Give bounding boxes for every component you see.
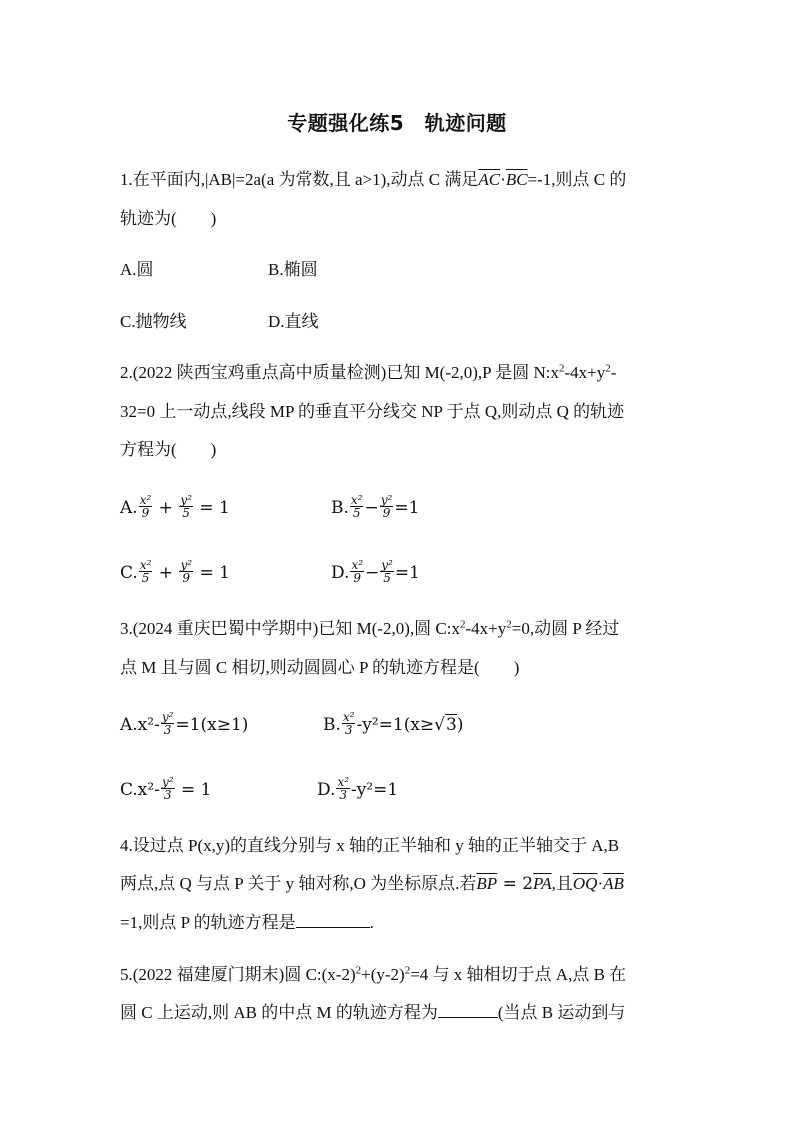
vector-pa: $\overline{PA}$ [533,874,552,893]
q1-text-b: =-1,则点 C 的 [527,170,627,189]
q3-option-a: A.x²- $\frac{\text{y²}}{3}$ =1(x≥1) [120,710,249,737]
vector-ab: $\overline{AB}$ [603,874,624,893]
fraction: $\frac{\text{x²}}{9}$ [139,493,152,520]
question-2-line-2: 32=0 上一动点,线段 MP 的垂直平分线交 NP 于点 Q,则动点 Q 的轨迹 [120,402,625,421]
q2-text-c: - [610,363,617,382]
fraction: $\frac{\text{x²}}{9}$ [351,558,364,585]
superscript: 2 [459,618,466,631]
page-title: 专题强化练5 轨迹问题 [287,111,507,135]
question-3-line-1 [120,617,619,641]
question-5-line-2: 圆 C 上运动,则 AB 的中点 M 的轨迹方程为 (当点 B 运动到与 [120,1003,626,1022]
q2-option-a: A. $\frac{\text{x²}}{9}$ + $\frac{\text{y²}}{5}$ = 1 [120,493,230,520]
question-3-line-2: 点 M 且与圆 C 相切,则动圆圆心 P 的轨迹方程是( ) [120,658,520,677]
superscript: 2 [559,362,565,375]
fraction: $\frac{\text{y²}}{3}$ [161,775,174,802]
vector-bc: $\overline{BC}$ [505,170,528,189]
q3-option-b: B. $\frac{\text{x²}}{3}$ -y²=1(x≥√3) [323,710,464,737]
superscript: 2 [506,618,512,631]
square-root: √3 [434,715,457,735]
q3-text-b: -4x+y [465,619,507,638]
question-5-line-1: 5.(2022 福建厦门期末)圆 $C:(x-2)^2+(y-2)^2=4$ 与 x 轴相切于点 A,点 B 在 [120,964,627,984]
fraction: $\frac{\text{x²}}{3}$ [342,710,355,737]
q3-option-d: D. $\frac{\text{x²}}{3}$ -y²=1 [317,775,399,802]
q3-text-a: 3.(2024 重庆巴蜀中学期中)已知 M(-2,0),圆 C:x [120,619,460,638]
fraction: $\frac{\text{y²}}{3}$ [161,710,174,737]
fraction: $\frac{\text{x²}}{5}$ [350,493,363,520]
q2-option-c: C. $\frac{\text{x²}}{5}$ + $\frac{\text{y²}}{9}$ = 1 [120,558,230,585]
question-1-line-1 [120,168,626,192]
superscript: 2 [404,964,411,977]
question-2-line-3: 方程为( ) [120,440,217,459]
question-4-line-3: =1,则点 P 的轨迹方程是 . [120,913,374,932]
superscript: 2 [605,362,611,375]
vector-oq: $\overline{OQ}$ [572,874,598,893]
q2-option-d: D. $\frac{\text{x²}}{9}$ − $\frac{\text{y²}}{5}$ =1 [331,558,420,585]
question-4-line-1: 4.设过点 P(x,y)的直线分别与 x 轴的正半轴和 y 轴的正半轴交于 A,B [120,836,620,855]
q2-option-b: B. $\frac{\text{x²}}{5}$ − $\frac{\text{y²}}{9}$ =1 [331,493,420,520]
q2-text-a: 2.(2022 陕西宝鸡重点高中质量检测)已知 M(-2,0),P 是圆 N:x [120,363,559,382]
q1-option-c: C.抛物线 [120,312,187,331]
question-1-line-2: 轨迹为( ) [120,209,217,228]
fraction: $\frac{\text{y²}}{9}$ [180,558,193,585]
superscript: 2 [355,964,362,977]
question-4-line-2: 两点,点 Q 与点 P 关于 y 轴对称,O 为坐标原点.若$\overline{BP} = 2\overline{PA}$,且$\overline{OQ}\cdot\overline{AB}$ [120,874,624,894]
answer-blank[interactable] [296,911,370,928]
q2-text-b: -4x+y [564,363,606,382]
q3-text-c: =0,动圆 P 经过 [511,619,620,638]
vector-ac: $\overline{AC}$ [478,170,501,189]
q1-option-b: B.椭圆 [268,260,318,279]
q1-option-d: D.直线 [268,312,319,331]
dot-operator: · [500,170,506,189]
answer-blank[interactable] [438,1001,498,1018]
fraction: $\frac{\text{y²}}{9}$ [380,493,393,520]
vector-bp: $\overline{BP}$ [476,874,498,893]
fraction: $\frac{\text{x²}}{5}$ [139,558,152,585]
q1-option-a: A.圆 [120,260,154,279]
q1-text-a: 1.在平面内,|AB|=2a(a 为常数,且 a>1),动点 C 满足 [120,170,479,189]
fraction: $\frac{\text{x²}}{3}$ [337,775,350,802]
fraction: $\frac{\text{y²}}{5}$ [381,558,393,585]
question-2-line-1 [120,361,616,385]
fraction: $\frac{\text{y²}}{5}$ [180,493,192,520]
q3-option-c: C.x²- $\frac{\text{y²}}{3}$ = 1 [120,775,212,802]
